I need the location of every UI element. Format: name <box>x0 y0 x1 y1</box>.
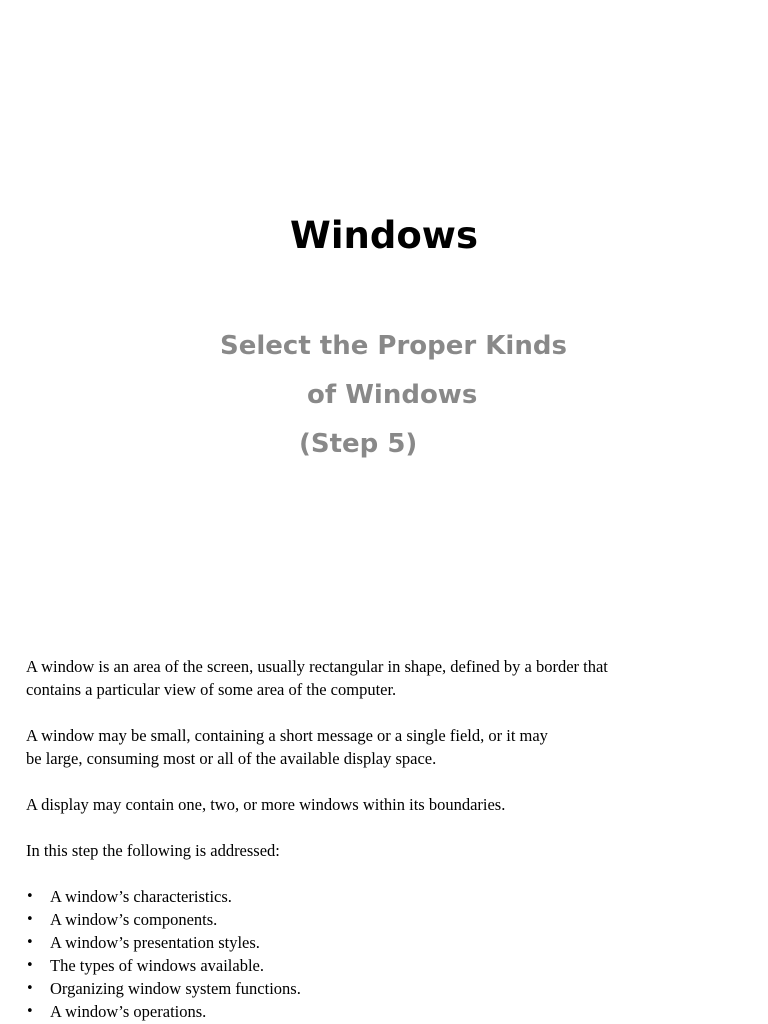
paragraph-line: A display may contain one, two, or more windows within its boundaries. <box>26 795 506 814</box>
paragraph-window-size <box>26 724 746 770</box>
bullet-text: A window’s operations. <box>50 1002 207 1021</box>
paragraph-window-definition <box>26 655 746 701</box>
topics-bullet-list <box>26 885 746 1023</box>
bullet-icon: • <box>26 1004 34 1019</box>
bullet-item <box>26 977 746 1000</box>
subtitle-line-2: of Windows <box>307 380 478 410</box>
bullet-item <box>26 931 746 954</box>
paragraph-display-windows <box>26 793 746 816</box>
paragraph-line: be large, consuming most or all of the available display space. <box>26 749 437 768</box>
bullet-icon: • <box>26 889 34 904</box>
body-text <box>26 655 746 1023</box>
bullet-text: A window’s characteristics. <box>50 887 232 906</box>
bullet-icon: • <box>26 958 34 973</box>
paragraph-line: In this step the following is addressed: <box>26 841 280 860</box>
bullet-text: The types of windows available. <box>50 956 264 975</box>
paragraph-line: A window is an area of the screen, usually rectangular in shape, defined by a border that <box>26 657 608 676</box>
bullet-item <box>26 954 746 977</box>
slide-title: Windows <box>290 214 478 257</box>
bullet-text: A window’s components. <box>50 910 218 929</box>
bullet-item <box>26 1000 746 1023</box>
paragraph-line: contains a particular view of some area of the computer. <box>26 680 397 699</box>
bullet-icon: • <box>26 912 34 927</box>
bullet-icon: • <box>26 981 34 996</box>
bullet-text: A window’s presentation styles. <box>50 933 260 952</box>
paragraph-step-intro <box>26 839 746 862</box>
bullet-icon: • <box>26 935 34 950</box>
bullet-item <box>26 908 746 931</box>
bullet-text: Organizing window system functions. <box>50 979 301 998</box>
bullet-item <box>26 885 746 908</box>
paragraph-line: A window may be small, containing a short message or a single field, or it may <box>26 726 548 745</box>
subtitle-line-1: Select the Proper Kinds <box>220 331 567 361</box>
subtitle-line-3: (Step 5) <box>299 429 418 459</box>
